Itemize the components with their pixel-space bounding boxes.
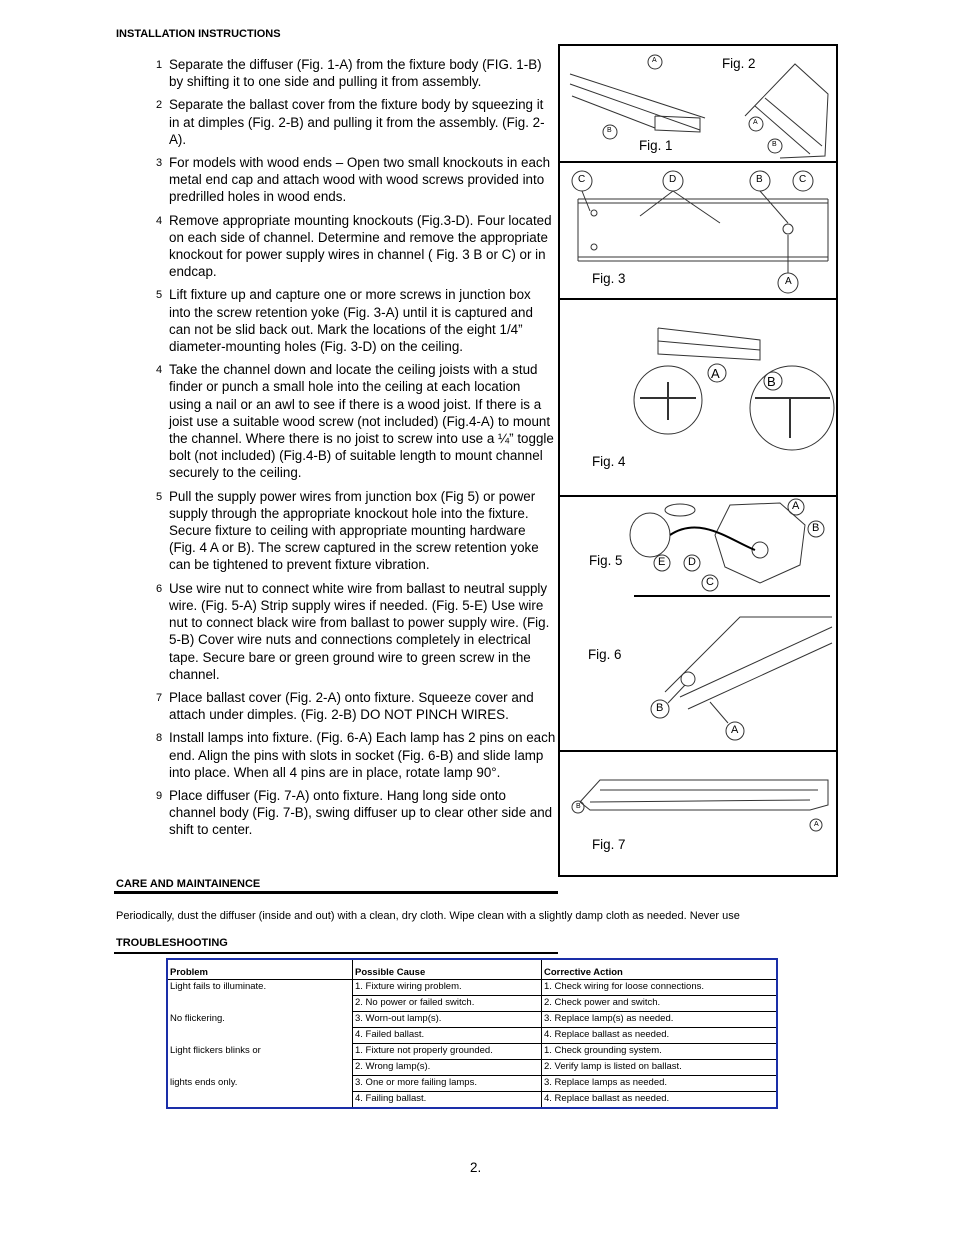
figure-cell-6 <box>560 597 836 752</box>
table-cell-cause: 2. Wrong lamp(s). <box>353 1060 542 1076</box>
table-cell-problem <box>167 996 353 1012</box>
step-text: For models with wood ends – Open two small knockouts in each metal end cap and attach wood with wood screws provided into predrilled holes in wood ends. <box>169 155 551 205</box>
step-text: Install lamps into fixture. (Fig. 6-A) Each lamp has 2 pins on each end. Align the pins with slots in socket (Fig. 6-B) and slide lamp into place. When all 4 pins are in place, rotate lamp 90°. <box>169 730 556 780</box>
figure-label-4: Fig. 4 <box>592 454 626 469</box>
step-text: Use wire nut to connect white wire from ballast to neutral supply wire. (Fig. 5-A) Strip supply wires if needed. (Fig. 5-E) Use wire nut to connect black wire from ballast to power supply wire. (Fig. 5-B) Cover wire nuts and connections completely in electrical tape. Secure bare or green ground wire to green screw in the channel. <box>169 580 550 682</box>
table-row <box>167 1028 777 1044</box>
callout-2b: B <box>772 141 777 148</box>
figure-cell-5 <box>560 495 836 597</box>
table-cell-action: 1. Check wiring for loose connections. <box>542 980 778 996</box>
list-item <box>150 96 556 148</box>
step-number: 9 <box>156 789 163 802</box>
table-cell-action: 4. Replace ballast as needed. <box>542 1092 778 1109</box>
step-number: 8 <box>156 732 163 745</box>
step-number: 6 <box>156 582 163 595</box>
callout-5e: E <box>658 556 666 568</box>
table-cell-problem: No flickering. <box>167 1012 353 1028</box>
callout-3b: B <box>756 174 763 185</box>
table-cell-problem: Light flickers blinks or <box>167 1044 353 1060</box>
table-row <box>167 1044 777 1060</box>
step-text: Take the channel down and locate the ceiling joists with a stud finder or punch a small hole into the ceiling at each location using a nail or an awl to see if there is a wood joist. If there is a joist use a suitable wood screw (not included) (Fig.4-A) to mount the channel. Where there is no joist to screw into use a ¼” toggle bolt (not included) (Fig.4-B) of suitable length to mount channel securely to the ceiling. <box>169 362 554 481</box>
figure-label-7: Fig. 7 <box>592 837 626 852</box>
callout-2a: A <box>753 119 758 126</box>
figure-label-5: Fig. 5 <box>589 553 623 568</box>
list-item <box>150 154 556 206</box>
column-header: Corrective Action <box>542 959 778 980</box>
figure-panel <box>558 44 838 877</box>
step-number: 2 <box>156 99 163 112</box>
step-text: Pull the supply power wires from junction box (Fig 5) or power supply through the appropriate knockout hole into the fixture. Secure fixture to ceiling with appropriate mounting hardware (Fig. 4 A or B). The screw captured in the screw retention yoke can be tightened to prevent fixture vibration. <box>169 488 539 573</box>
callout-6b: B <box>656 702 664 714</box>
fixture-diagram-fig1-2 <box>560 46 836 161</box>
step-number: 4 <box>156 364 163 377</box>
step-text: Remove appropriate mounting knockouts (Fig.3-D). Four located on each side of channel. Determine and remove the appropriate knockout for power supply wires in channel ( Fig. 3 B or C) or in endcap. <box>169 212 552 280</box>
figure-cell-4 <box>560 298 836 497</box>
table-row <box>167 1060 777 1076</box>
table-cell-action: 1. Check grounding system. <box>542 1044 778 1060</box>
callout-1a: A <box>652 57 657 64</box>
divider <box>114 891 558 894</box>
callout-3c-left: C <box>578 174 586 185</box>
table-row <box>167 980 777 996</box>
step-text: Separate the diffuser (Fig. 1-A) from the fixture body (FIG. 1-B) by shifting it to one side and pulling it from assembly. <box>169 57 542 90</box>
list-item <box>150 580 556 683</box>
care-text: Periodically, dust the diffuser (inside and out) with a clean, dry cloth. Wipe clean with a slightly damp cloth as needed. Never use <box>116 910 740 922</box>
step-number: 1 <box>156 59 163 71</box>
callout-1b: B <box>607 127 612 134</box>
step-number: 5 <box>156 490 163 503</box>
callout-4a: A <box>711 366 720 381</box>
table-cell-cause: 4. Failed ballast. <box>353 1028 542 1044</box>
callout-3d: D <box>669 174 677 185</box>
figure-cell-1-2 <box>560 46 836 163</box>
step-text: Lift fixture up and capture one or more screws in junction box into the screw retention yoke (Fig. 3-A) until it is captured and can not be slid back out. Mark the locations of the eight 1/4” diameter-mounting holes (Fig. 3-D) on the ceiling. <box>169 287 533 355</box>
callout-5a: A <box>792 500 800 512</box>
list-item <box>150 689 556 723</box>
callout-4b: B <box>767 374 776 389</box>
figure-cell-3 <box>560 161 836 300</box>
table-cell-problem <box>167 1092 353 1109</box>
list-item <box>150 56 556 90</box>
list-item <box>150 488 556 574</box>
step-number: 4 <box>156 214 163 227</box>
step-text: Place ballast cover (Fig. 2-A) onto fixture. Squeeze cover and attach under dimples. (Fig. 2-B) DO NOT PINCH WIRES. <box>169 689 534 723</box>
table-cell-problem: Light fails to illuminate. <box>167 980 353 996</box>
lamp-install-diagram-fig6 <box>560 597 836 750</box>
figure-label-1: Fig. 1 <box>639 138 673 153</box>
table-cell-action: 2. Verify lamp is listed on ballast. <box>542 1060 778 1076</box>
callout-5c: C <box>706 576 714 588</box>
figure-label-2: Fig. 2 <box>722 56 756 71</box>
list-item <box>150 787 556 839</box>
table-cell-problem <box>167 1028 353 1044</box>
table-cell-action: 4. Replace ballast as needed. <box>542 1028 778 1044</box>
table-row <box>167 1076 777 1092</box>
callout-5b: B <box>812 522 820 534</box>
table-cell-cause: 4. Failing ballast. <box>353 1092 542 1109</box>
step-number: 5 <box>156 289 163 302</box>
table-cell-cause: 3. One or more failing lamps. <box>353 1076 542 1092</box>
table-cell-cause: 1. Fixture not properly grounded. <box>353 1044 542 1060</box>
column-header: Possible Cause <box>353 959 542 980</box>
figure-label-6: Fig. 6 <box>588 647 622 662</box>
table-row <box>167 1012 777 1028</box>
table-cell-cause: 2. No power or failed switch. <box>353 996 542 1012</box>
diffuser-diagram-fig7 <box>560 750 836 875</box>
table-cell-action: 2. Check power and switch. <box>542 996 778 1012</box>
troubleshooting-table <box>166 958 778 1109</box>
step-number: 7 <box>156 691 163 704</box>
column-header: Problem <box>167 959 353 980</box>
callout-6a: A <box>731 724 739 736</box>
section-heading-care: CARE AND MAINTAINENCE <box>116 878 261 890</box>
table-cell-problem <box>167 1060 353 1076</box>
callout-7b: B <box>576 803 581 810</box>
step-number: 3 <box>156 157 163 170</box>
callout-3c-right: C <box>799 174 807 185</box>
table-cell-action: 3. Replace lamp(s) as needed. <box>542 1012 778 1028</box>
table-cell-action: 3. Replace lamps as needed. <box>542 1076 778 1092</box>
page-number: 2. <box>470 1160 482 1175</box>
step-text: Place diffuser (Fig. 7-A) onto fixture. Hang long side onto channel body (Fig. 7-B), swing diffuser up to clear other side and shift to center. <box>169 787 553 838</box>
list-item <box>150 286 556 355</box>
callout-3a: A <box>785 276 792 287</box>
divider <box>114 952 558 954</box>
table-cell-problem: lights ends only. <box>167 1076 353 1092</box>
figure-cell-7 <box>560 750 836 875</box>
list-item <box>150 212 556 281</box>
table-row <box>167 996 777 1012</box>
callout-5d: D <box>688 556 696 568</box>
list-item <box>150 361 556 481</box>
table-cell-cause: 1. Fixture wiring problem. <box>353 980 542 996</box>
section-heading-troubleshooting: TROUBLESHOOTING <box>116 937 228 949</box>
table-cell-cause: 3. Worn-out lamp(s). <box>353 1012 542 1028</box>
step-text: Separate the ballast cover from the fixture body by squeezing it in at dimples (Fig. 2-B) and pulling it from the assembly. (Fig. 2-A). <box>169 97 545 147</box>
section-heading-installation: INSTALLATION INSTRUCTIONS <box>116 28 281 40</box>
figure-label-3: Fig. 3 <box>592 271 626 286</box>
table-row <box>167 1092 777 1109</box>
callout-7a: A <box>814 821 819 828</box>
table-header-row <box>167 959 777 980</box>
instruction-steps <box>150 56 556 845</box>
list-item <box>150 729 556 781</box>
